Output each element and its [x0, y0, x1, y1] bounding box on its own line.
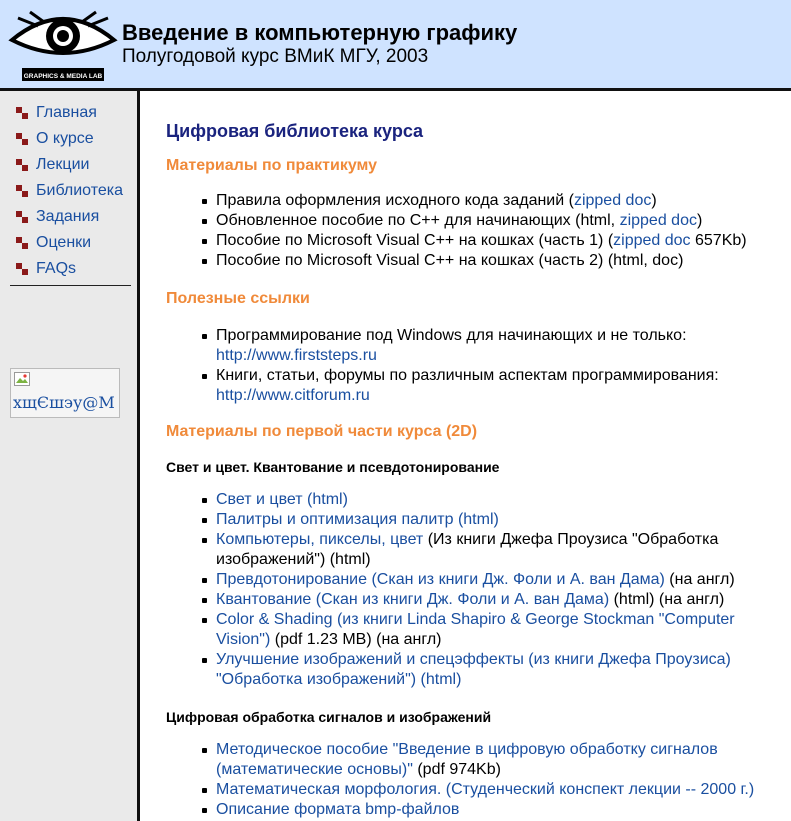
subsection-heading-dsp: Цифровая обработка сигналов и изображений	[166, 709, 492, 725]
list-item	[216, 610, 786, 650]
zipped-doc-link[interactable]: zipped doc	[613, 232, 691, 249]
sidebar-item-label[interactable]: FAQs	[36, 260, 77, 277]
list-item	[216, 590, 786, 610]
sidebar-item-label[interactable]: Библиотека	[36, 182, 123, 199]
broken-image[interactable]	[10, 368, 120, 418]
site-header	[0, 0, 791, 88]
red-checker-bullet-icon	[16, 107, 29, 120]
list-item	[216, 211, 786, 231]
sidebar-item-label[interactable]: Оценки	[36, 234, 92, 251]
doc-link[interactable]: Компьютеры, пикселы, цвет	[216, 531, 424, 548]
section-heading-practicum: Материалы по практикуму	[166, 157, 378, 174]
list-item	[216, 231, 786, 251]
list-item	[216, 366, 786, 406]
doc-link[interactable]: Описание формата bmp-файлов	[216, 801, 460, 818]
section-heading-links: Полезные ссылки	[166, 290, 310, 307]
item-text: Книги, статьи, форумы по различным аспектам программирования:	[216, 367, 719, 384]
list-item	[216, 490, 786, 510]
red-checker-bullet-icon	[16, 211, 29, 224]
red-checker-bullet-icon	[16, 159, 29, 172]
item-text: )	[651, 192, 657, 209]
doc-link[interactable]: Математическая морфология. (Студенческий конспект лекции -- 2000 г.)	[216, 781, 755, 798]
section-heading-part1: Материалы по первой части курса (2D)	[166, 423, 478, 440]
red-checker-bullet-icon	[16, 133, 29, 146]
item-text: 657Kb)	[690, 232, 747, 249]
color-list	[216, 490, 786, 690]
doc-link[interactable]: Color & Shading (из книги Linda Shapiro & George Stockman "Computer Vision")	[216, 611, 735, 648]
links-list	[216, 326, 786, 406]
list-item	[216, 740, 786, 780]
list-item	[216, 530, 786, 570]
item-text: Программирование под Windows для начинающих и не только:	[216, 327, 687, 344]
item-text: Пособие по Microsoft Visual C++ на кошках (часть 2) (html, doc)	[216, 252, 684, 269]
item-text: Правила оформления исходного кода заданий (	[216, 192, 574, 209]
broken-image-icon	[14, 372, 30, 386]
sidebar-item-label[interactable]: О курсе	[36, 130, 94, 147]
dsp-list	[216, 740, 786, 820]
sidebar-item-label[interactable]: Задания	[36, 208, 100, 225]
list-item	[216, 251, 786, 271]
doc-link[interactable]: Улучшение изображений и спецэффекты (из книги Джефа Проузиса) "Обработка изображений") (html)	[216, 651, 731, 688]
list-item	[216, 650, 786, 690]
sidebar-item-faqs[interactable]	[16, 256, 123, 282]
list-item	[216, 800, 786, 820]
red-checker-bullet-icon	[16, 263, 29, 276]
sidebar-item-label[interactable]: Лекции	[36, 156, 90, 173]
doc-link[interactable]: Свет и цвет (html)	[216, 491, 348, 508]
sidebar-item-home[interactable]	[16, 100, 123, 126]
sidebar-nav	[16, 100, 123, 282]
doc-link[interactable]: Палитры и оптимизация палитр (html)	[216, 511, 499, 528]
sidebar-item-grades[interactable]	[16, 230, 123, 256]
sidebar-item-label[interactable]: Главная	[36, 104, 97, 121]
site-subtitle: Полугодовой курс ВМиК МГУ, 2003	[122, 46, 429, 67]
list-item	[216, 570, 786, 590]
site-title: Введение в компьютерную графику	[122, 20, 518, 45]
doc-link[interactable]: Квантование (Скан из книги Дж. Фоли и А. ван Дама)	[216, 591, 610, 608]
broken-image-alt-text: хщЄшэу@М	[13, 393, 115, 412]
sidebar-item-about[interactable]	[16, 126, 123, 152]
item-text: Обновленное пособие по C++ для начинающих (html,	[216, 212, 620, 229]
list-item	[216, 510, 786, 530]
list-item	[216, 191, 786, 211]
zipped-doc-link[interactable]: zipped doc	[573, 192, 652, 209]
item-text: (Из книги Джефа Проузиса "Обработка изображений") (html)	[216, 531, 719, 568]
item-text: (pdf 974Kb)	[412, 761, 501, 778]
item-text: (pdf 1.23 MB) (на англ)	[270, 631, 442, 648]
doc-link[interactable]: Превдотонирование (Скан из книги Дж. Фоли и А. ван Дама)	[216, 571, 665, 588]
list-item	[216, 326, 786, 366]
sidebar-divider	[10, 285, 131, 286]
sidebar	[0, 91, 140, 821]
logo-text: GRAPHICS & MEDIA LAB	[23, 73, 103, 80]
red-checker-bullet-icon	[16, 185, 29, 198]
list-item	[216, 780, 786, 800]
item-text: )	[696, 212, 703, 229]
sidebar-item-tasks[interactable]	[16, 204, 123, 230]
page-title: Цифровая библиотека курса	[166, 121, 424, 141]
citforum-link[interactable]: http://www.citforum.ru	[216, 387, 370, 404]
sidebar-item-library[interactable]	[16, 178, 123, 204]
firststeps-link[interactable]: http://www.firststeps.ru	[216, 347, 377, 364]
red-checker-bullet-icon	[16, 237, 29, 250]
sidebar-item-lectures[interactable]	[16, 152, 123, 178]
logo-graphic	[8, 6, 118, 84]
practicum-list	[216, 191, 786, 271]
zipped-doc-link[interactable]: zipped doc	[619, 212, 697, 229]
subsection-heading-color: Свет и цвет. Квантование и псевдотонирование	[166, 459, 500, 475]
eye-logo-icon[interactable]	[8, 6, 118, 84]
item-text: (html) (на англ)	[609, 591, 725, 608]
item-text: (на англ)	[664, 571, 735, 588]
doc-link[interactable]: Методическое пособие "Введение в цифровую обработку сигналов (математические основы)"	[216, 741, 718, 778]
item-text: Пособие по Microsoft Visual C++ на кошках (часть 1) (	[216, 232, 614, 249]
